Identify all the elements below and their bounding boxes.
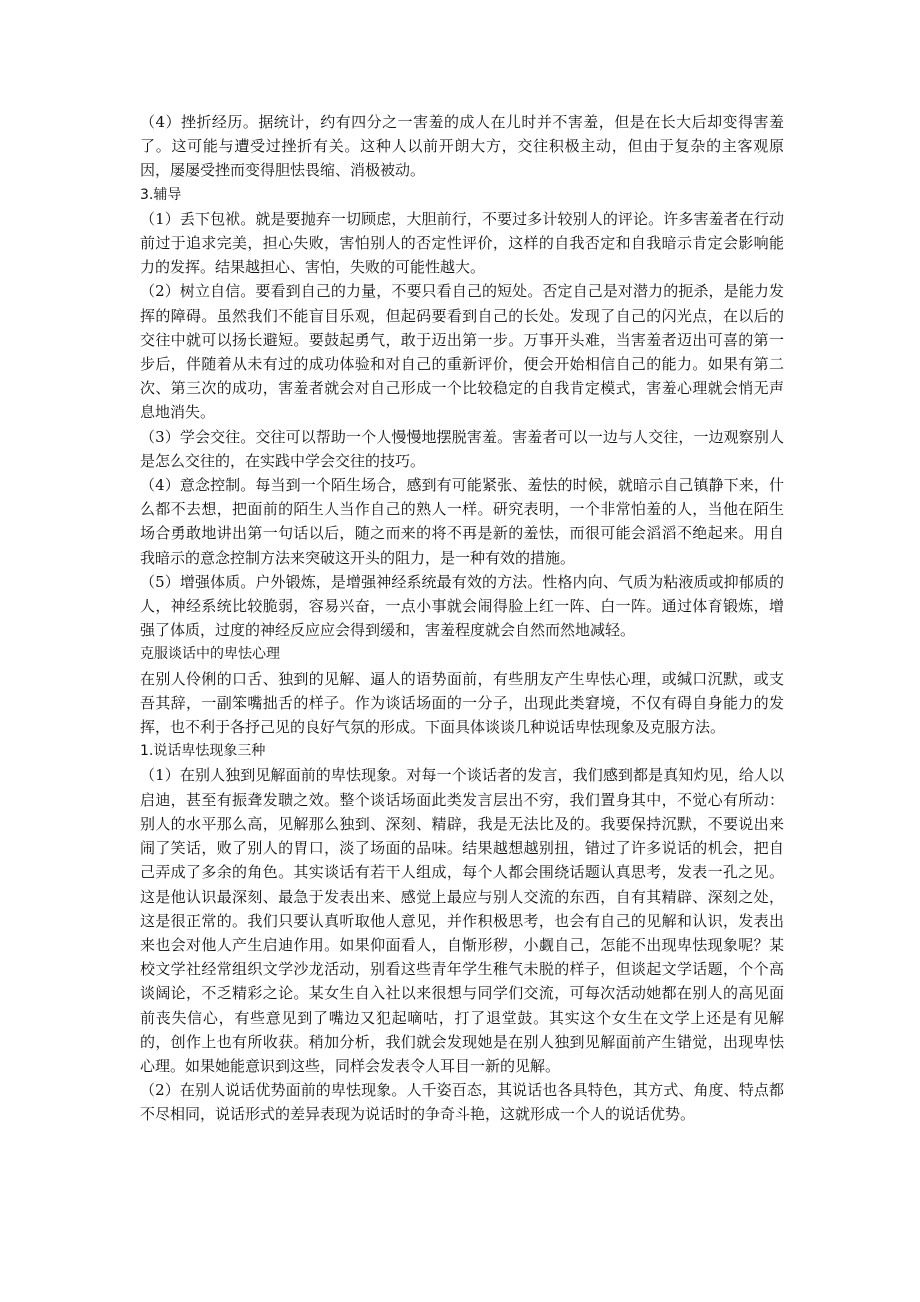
paragraph-build-confidence: （2）树立自信。要看到自己的力量，不要只看自己的短处。否定自己是对潜力的扼杀，是能力发挥的障碍。虽然我们不能盲目乐观，但起码要看到自己的长处。发现了自己的闪光点，在以后的交往中就可以扬长避短。要鼓起勇气，敢于迈出第一步。万事开头难，当害羞者迈出可喜的第一步后，伴随着从未有过的成功体验和对自己的重新评价，便会开始相信自己的能力。如果有第二次、第三次的成功，害羞者就会对自己形成一个比较稳定的自我肯定模式，害羞心理就会悄无声息地消失。 bbox=[140, 282, 784, 422]
paragraph-frustration-experience: （4）挫折经历。据统计，约有四分之一害羞的成人在儿时并不害羞，但是在长大后却变得害羞了。这可能与遭受过挫折有关。这种人以前开朗大方，交往积极主动，但由于复杂的主客观原因，屡屡受挫而变得胆怯畏缩、消极被动。 bbox=[140, 113, 784, 180]
paragraph-learn-socializing: （3）学会交往。交往可以帮助一个人慢慢地摆脱害羞。害羞者可以一边与人交往，一边观察别人是怎么交往的，在实践中学会交往的技巧。 bbox=[140, 427, 784, 470]
document-body bbox=[140, 110, 784, 1127]
section-heading-guidance: 3.辅导 bbox=[140, 186, 182, 203]
section-heading-three-phenomena: 1.说话卑怯现象三种 bbox=[140, 743, 266, 760]
paragraph-mind-control: （4）意念控制。每当到一个陌生场合，感到有可能紧张、羞怯的时候，就暗示自己镇静下来，什么都不去想，把面前的陌生人当作自己的熟人一样。研究表明，一个非常怕羞的人，当他在陌生场合勇敢地讲出第一句话以后，随之而来的将不再是新的羞怯，而很可能会滔滔不绝起来。用自我暗示的意念控制方法来突破这开头的阻力，是一种有效的措施。 bbox=[140, 476, 784, 567]
paragraph-strengthen-body: （5）增强体质。户外锻炼，是增强神经系统最有效的方法。性格内向、气质为粘液质或抑郁质的人，神经系统比较脆弱，容易兴奋，一点小事就会闹得脸上红一阵、白一阵。通过体育锻炼，增强了体质，过度的神经反应应会得到缓和，害羞程度就会自然而然地减轻。 bbox=[140, 572, 784, 640]
paragraph-speaking-advantage: （2）在别人说话优势面前的卑怯现象。人千姿百态，其说话也各具特色，其方式、角度、特点都不尽相同，说话形式的差异表现为说话时的争奇斗艳，这就形成一个人的说话优势。 bbox=[140, 1081, 784, 1124]
section-heading-overcome-timidity: 克服谈话中的卑怯心理 bbox=[140, 646, 280, 663]
paragraph-drop-burden: （1）丢下包袱。就是要抛弃一切顾虑，大胆前行，不要过多计较别人的评论。许多害羞者在行动前过于追求完美，担心失败，害怕别人的否定性评价，这样的自我否定和自我暗示肯定会影响能力的发挥。结果越担心、害怕，失败的可能性越大。 bbox=[140, 209, 784, 277]
paragraph-unique-views: （1）在别人独到见解面前的卑怯现象。对每一个谈话者的发言，我们感到都是真知灼见，给人以启迪，甚至有振聋发聩之效。整个谈话场面此类发言层出不穷，我们置身其中，不觉心有所动：别人的水平那么高，见解那么独到、深刻、精辟，我是无法比及的。我要保持沉默，不要说出来闹了笑话，败了别人的胃口，淡了场面的品味。结果越想越别扭，错过了许多说话的机会，把自己弄成了多余的角色。其实谈话有若干人组成，每个人都会围绕话题认真思考，发表一孔之见。这是他认识最深刻、最急于发表出来、感觉上最应与别人交流的东西，自有其精辟、深刻之处，这是很正常的。我们只要认真听取他人意见，并作积极思考，也会有自己的见解和认识，发表出来也会对他人产生启迪作用。如果仰面看人，自惭形秽，小觑自己，怎能不出现卑怯现象呢？某校文学社经常组织文学沙龙活动，别看这些青年学生稚气未脱的样子，但谈起文学话题，个个高谈阔论，不乏精彩之论。某女生自入社以来很想与同学们交流，可每次活动她都在别人的高见面前丧失信心，有些意见到了嘴边又犯起嘀咕，打了退堂鼓。其实这个女生在文学上还是有见解的，创作上也有所收获。稍加分析，我们就会发现她是在别人独到见解面前产生错觉，出现卑怯心理。如果她能意识到这些，同样会发表令人耳目一新的见解。 bbox=[140, 766, 784, 1075]
paragraph-timidity-intro: 在别人伶俐的口舌、独到的见解、逼人的语势面前，有些朋友产生卑怯心理，或缄口沉默，或支吾其辞，一副笨嘴拙舌的样子。作为谈话场面的一分子，出现此类窘境，不仅有碍自身能力的发挥，也不利于各抒己见的良好气氛的形成。下面具体谈谈几种说话卑怯现象及克服方法。 bbox=[140, 669, 784, 737]
